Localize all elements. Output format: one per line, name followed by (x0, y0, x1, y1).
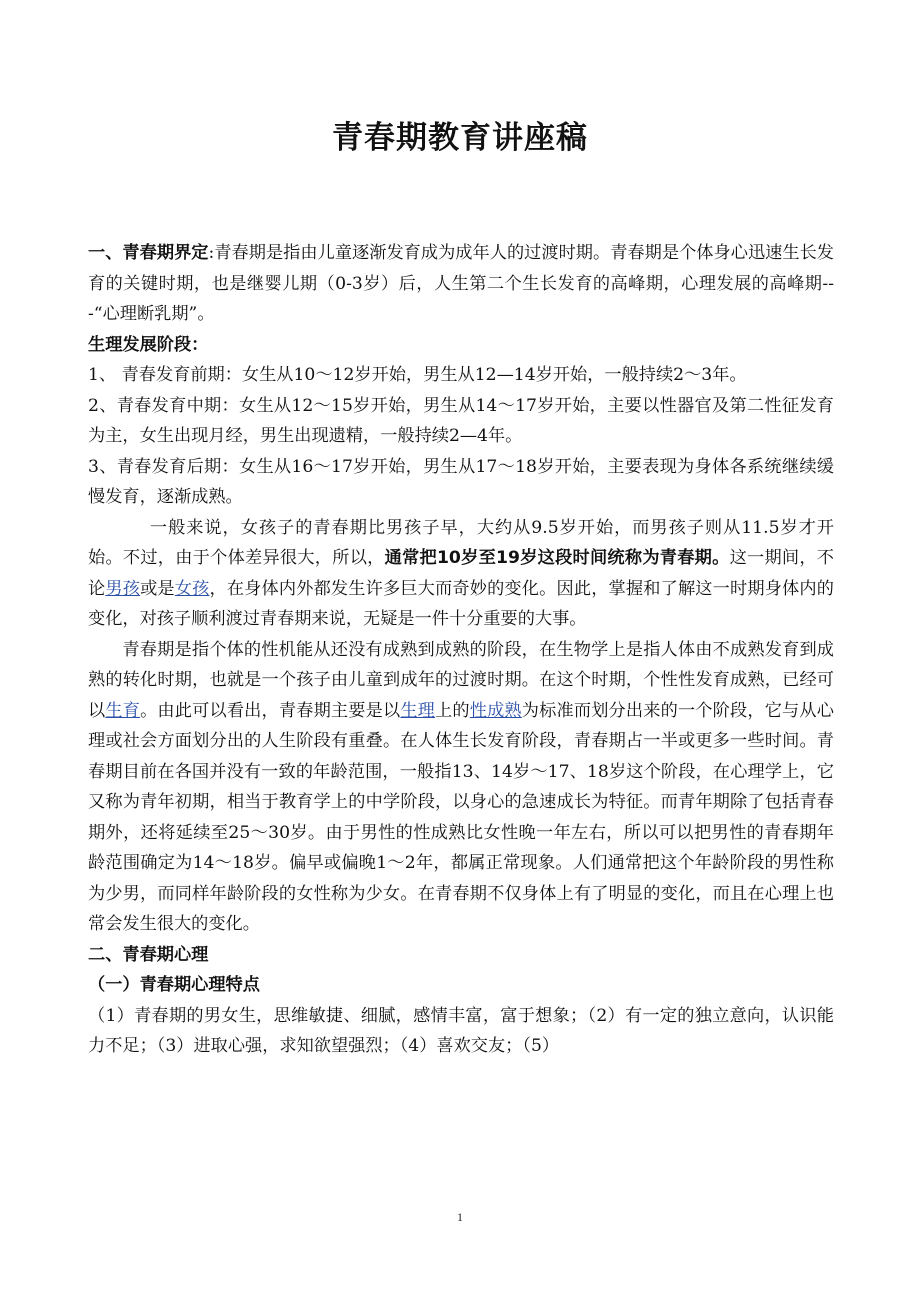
paragraph-definition-text-b: 。由此可以看出，青春期主要是以 (140, 700, 401, 721)
section-1-paragraph (88, 238, 834, 330)
link-reproduction[interactable]: 生育 (105, 700, 141, 721)
paragraph-onset-text-e: ，在身体内外都发生许多巨大而奇妙的变化。因此，掌握和了解这一时期身体内的变化，对孩子顺利渡过青春期来说，无疑是一件十分重要的大事。 (88, 578, 834, 629)
stage-item-3: 3、青春发育后期：女生从16～17岁开始，男生从17～18岁开始，主要表现为身体各系统继续缓慢发育，逐渐成熟。 (88, 456, 834, 507)
link-physiology[interactable]: 生理 (400, 700, 436, 721)
document-title: 青春期教育讲座稿 (332, 120, 588, 156)
link-girls[interactable]: 女孩 (174, 578, 210, 599)
stages-heading: 生理发展阶段： (88, 334, 209, 355)
paragraph-onset-emphasis: 通常把10岁至19岁这段时间统称为青春期。 (384, 548, 730, 568)
document-body (88, 238, 834, 1062)
stage-item-1: 1、 青春发育前期：女生从10～12岁开始，男生从12—14岁开始，一般持续2～3年。 (88, 365, 747, 385)
section-1-heading: 一、青春期界定 (88, 243, 209, 263)
link-sexual-maturity[interactable]: 性成熟 (469, 700, 522, 721)
paragraph-onset-text-a: 一般来说，女孩子的青春期比男孩子早，大约从9.5岁开始，而男孩子则从11.5岁才开始。不过，由于个体差异很大，所以， (88, 517, 834, 568)
section-2-text: （1）青春期的男女生，思维敏捷、细腻，感情丰富，富于想象；（2）有一定的独立意向，认识能力不足；（3）进取心强，求知欲望强烈；（4）喜欢交友；（5） (88, 1005, 834, 1056)
section-1-text: :青春期是指由儿童逐渐发育成为成年人的过渡时期。青春期是个体身心迅速生长发育的关键时期，也是继婴儿期（0-3岁）后，人生第二个生长发育的高峰期，心理发展的高峰期---“心理断乳期”。 (88, 243, 834, 324)
section-2-subheading: （一）青春期心理特点 (88, 975, 260, 995)
paragraph-definition-text-c: 上的 (435, 700, 470, 721)
paragraph-definition-text-d: 为标准而划分出来的一个阶段，它与从心理或社会方面划分出的人生阶段有重叠。在人体生长发育阶段，青春期占一半或更多一些时间。青春期目前在各国并没有一致的年龄范围，一般指13、14岁～17、18岁这个阶段，在心理学上，它又称为青年初期，相当于教育学上的中学阶段，以身心的急速成长为特征。而青年期除了包括青春期外，还将延续至25～30岁。由于男性的性成熟比女性晚一年左右，所以可以把男性的青春期年龄范围确定为14～18岁。偏早或偏晚1～2年，都属正常现象。人们通常把这个年龄阶段的男性称为少男，而同样年龄阶段的女性称为少女。在青春期不仅身体上有了明显的变化，而且在心理上也常会发生很大的变化。 (88, 700, 834, 934)
section-2-heading: 二、青春期心理 (88, 944, 209, 965)
paragraph-onset (88, 513, 834, 635)
paragraph-onset-text-d: 或是 (140, 578, 175, 599)
stage-item-2: 2、青春发育中期：女生从12～15岁开始，男生从14～17岁开始，主要以性器官及第二性征发育为主，女生出现月经，男生出现遗精，一般持续2—4年。 (88, 395, 834, 446)
page-number: 1 (457, 1210, 463, 1224)
paragraph-definition-text-a: 青春期是指个体的性机能从还没有成熟到成熟的阶段，在生物学上是指人体由不成熟发育到成熟的转化时期，也就是一个孩子由儿童到成年的过渡时期。在这个时期，个性性发育成熟，已经可以 (88, 639, 834, 721)
link-boys[interactable]: 男孩 (105, 578, 141, 599)
paragraph-definition (88, 635, 834, 940)
paragraph-onset-text-c: 这一期间，不论 (88, 548, 834, 599)
